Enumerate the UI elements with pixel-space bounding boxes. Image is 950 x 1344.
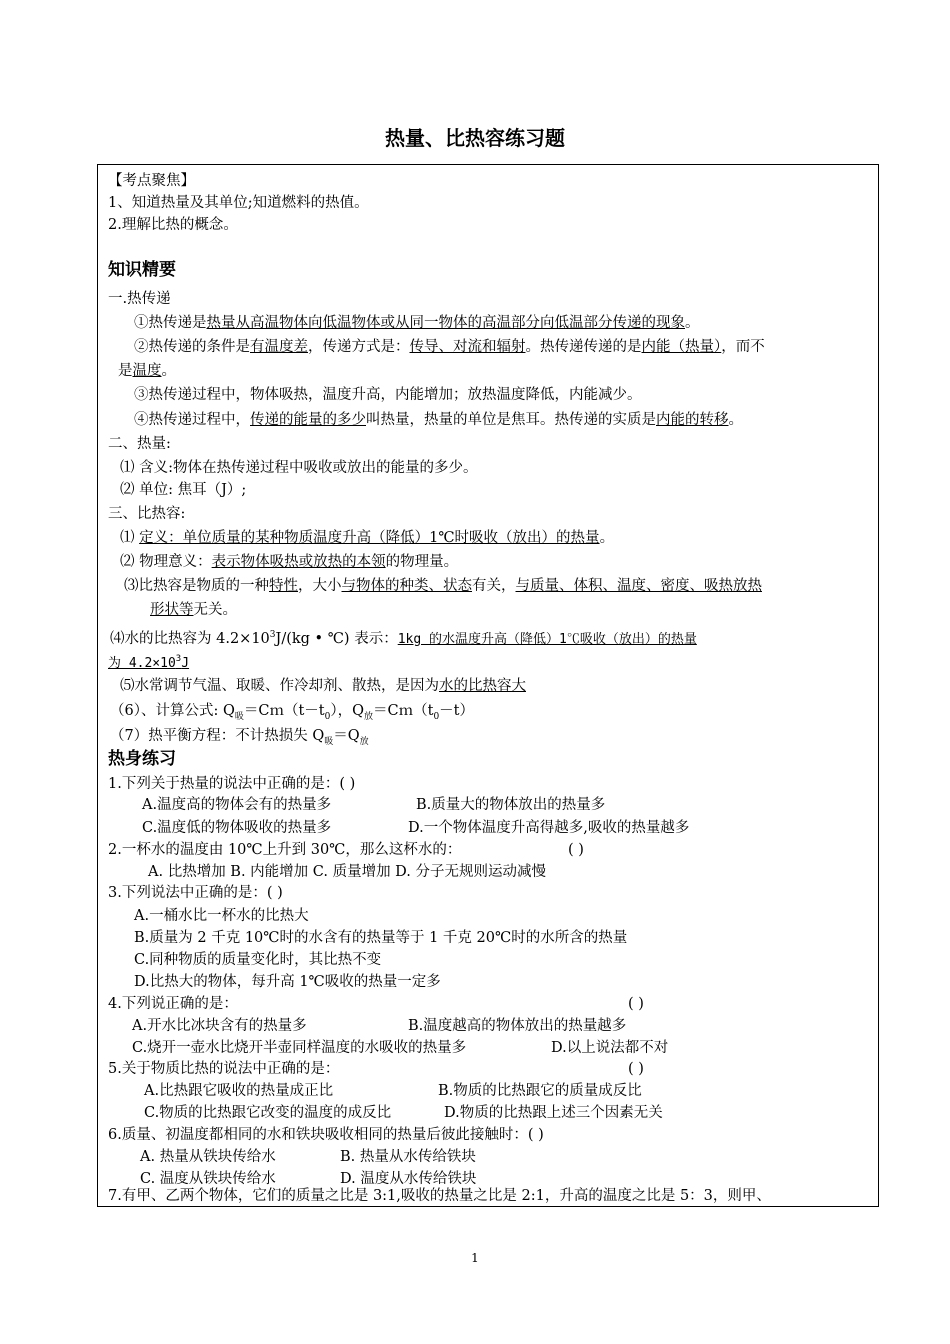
q6-stem: 6.质量、初温度都相同的水和铁块吸收相同的热量后彼此接触时：( )	[108, 1127, 544, 1143]
section-2-title: 二、热量:	[108, 436, 171, 452]
q5-option-c: C.物质的比热跟它改变的温度的成反比	[144, 1105, 392, 1121]
q1-option-c: C.温度低的物体吸收的热量多	[142, 820, 332, 836]
q2-options: A. 比热增加 B. 内能增加 C. 质量增加 D. 分子无规则运动减慢	[148, 864, 547, 880]
s1-point-1: ①热传递是热量从高温物体向低温物体或从同一物体的高温部分向低温部分传递的现象。	[134, 315, 700, 331]
q4-option-c: C.烧开一壶水比烧开半壶同样温度的水吸收的热量多	[132, 1040, 467, 1056]
s3-formula: （6）、计算公式: $Q_吸=Cm(t-t_0)$，$Q_放=Cm(t_0-t)$	[110, 703, 474, 722]
q4-stem: 4.下列说正确的是：	[108, 996, 238, 1012]
s3-point-4-cont: 为 $4.2\times 10^3J$	[108, 654, 190, 671]
q4-option-b: B.温度越高的物体放出的热量越多	[408, 1018, 627, 1034]
s2-point-2: ⑵ 单位: 焦耳（J）;	[120, 482, 247, 498]
practice-heading: 热身练习	[108, 749, 176, 769]
q1-option-b: B.质量大的物体放出的热量多	[416, 797, 606, 813]
q5-option-a: A.比热跟它吸收的热量成正比	[144, 1083, 334, 1099]
page-number: 1	[471, 1251, 479, 1265]
s3-point-5: ⑸水常调节气温、取暖、作冷却剂、散热，是因为水的比热容大	[120, 678, 526, 694]
q1-option-a: A.温度高的物体会有的热量多	[142, 797, 332, 813]
q3-stem: 3.下列说法中正确的是：( )	[108, 885, 283, 901]
q1-stem: 1.下列关于热量的说法中正确的是：( )	[108, 776, 356, 792]
s1-point-2-cont: 是温度。	[118, 363, 176, 379]
q5-paren: ( )	[628, 1061, 644, 1077]
q4-option-a: A.开水比冰块含有的热量多	[132, 1018, 307, 1034]
q6-option-d: D. 温度从水传给铁块	[340, 1171, 477, 1187]
q5-option-b: B.物质的比热跟它的质量成反比	[438, 1083, 642, 1099]
q3-option-c: C.同种物质的质量变化时，其比热不变	[134, 952, 382, 968]
s1-point-3: ③热传递过程中，物体吸热，温度升高，内能增加；放热温度降低，内能减少。	[134, 387, 642, 403]
s3-point-4: ⑷水的比热容为 $4.2\times 10^3J/(kg$ • ℃) 表示：1kg 的水温度升高（降低）1℃吸收（放出）的热量	[110, 630, 697, 647]
s3-point-3: ⑶比热容是物质的一种特性，大小与物体的种类、状态有关，与质量、体积、温度、密度、吸热放热	[124, 578, 762, 594]
q3-option-d: D.比热大的物体，每升高 1℃吸收的热量一定多	[134, 974, 441, 990]
focus-header: 【考点聚焦】	[108, 173, 195, 189]
q5-stem: 5.关于物质比热的说法中正确的是：	[108, 1061, 340, 1077]
section-1-title: 一.热传递	[108, 291, 171, 307]
s3-heat-balance: （7）热平衡方程：不计热损失 $Q_吸=Q_放$	[110, 728, 369, 747]
focus-item-2: 2.理解比热的概念。	[108, 217, 238, 233]
s3-point-3-cont: 形状等无关。	[150, 602, 237, 618]
q5-option-d: D.物质的比热跟上述三个因素无关	[444, 1105, 663, 1121]
q7-stem: 7.有甲、乙两个物体，它们的质量之比是 3:1,吸收的热量之比是 2:1，升高的温度之比是 5：3，则甲、	[108, 1188, 771, 1204]
section-3-title: 三、比热容:	[108, 506, 186, 522]
q1-option-d: D.一个物体温度升高得越多,吸收的热量越多	[408, 820, 690, 836]
q2-paren: ( )	[568, 842, 584, 858]
q6-option-c: C. 温度从铁块传给水	[140, 1171, 276, 1187]
q4-paren: ( )	[628, 996, 644, 1012]
q6-option-a: A. 热量从铁块传给水	[140, 1149, 276, 1165]
s1-point-2: ②热传递的条件是有温度差，传递方式是：传导、对流和辐射。热传递传递的是内能（热量），而不	[134, 339, 765, 355]
focus-item-1: 1、知道热量及其单位;知道燃料的热值。	[108, 195, 369, 211]
q3-option-b: B.质量为 2 千克 10℃时的水含有的热量等于 1 千克 20℃时的水所含的热量	[134, 930, 628, 946]
q2-stem: 2.一杯水的温度由 10℃上升到 30℃，那么这杯水的：	[108, 842, 462, 858]
essentials-heading: 知识精要	[108, 260, 176, 280]
content-box	[97, 164, 879, 1207]
q6-option-b: B. 热量从水传给铁块	[340, 1149, 476, 1165]
s3-point-1: ⑴ 定义：单位质量的某种物质温度升高（降低）1℃时吸收（放出）的热量。	[120, 530, 615, 546]
page-title: 热量、比热容练习题	[385, 126, 565, 150]
s3-point-2: ⑵ 物理意义：表示物体吸热或放热的本领的物理量。	[120, 554, 459, 570]
s1-point-4: ④热传递过程中，传递的能量的多少叫热量，热量的单位是焦耳。热传递的实质是内能的转移。	[134, 412, 743, 428]
q4-option-d: D.以上说法都不对	[551, 1040, 669, 1056]
q3-option-a: A.一桶水比一杯水的比热大	[134, 908, 309, 924]
s2-point-1: ⑴ 含义:物体在热传递过程中吸收或放出的能量的多少。	[120, 460, 478, 476]
